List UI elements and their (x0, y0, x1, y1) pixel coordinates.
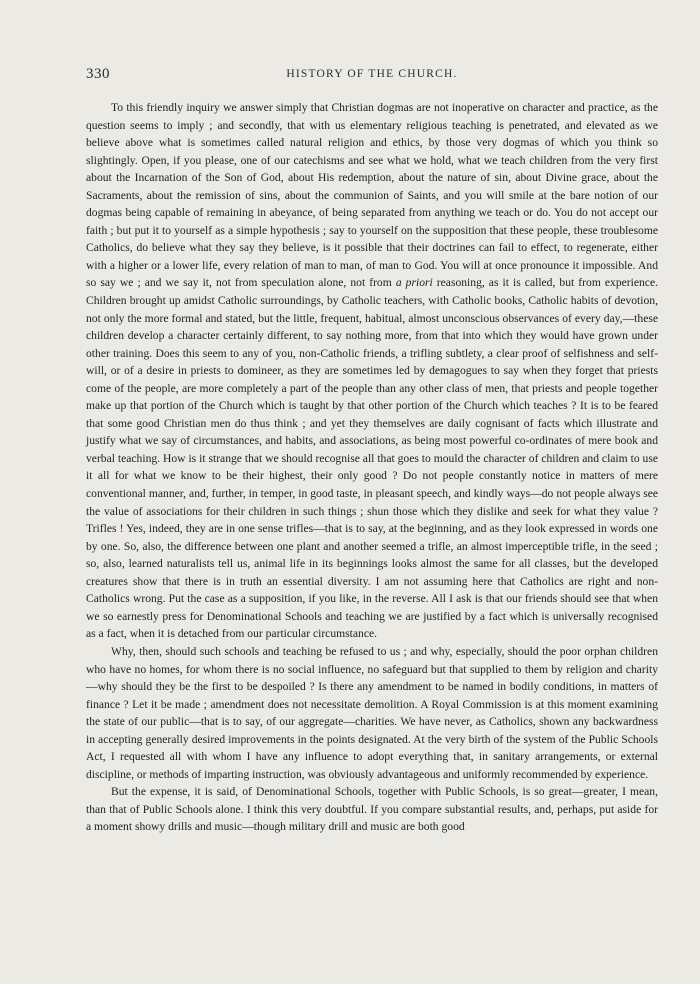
page-header (86, 66, 658, 86)
running-title: HISTORY OF THE CHURCH. (286, 68, 458, 80)
paragraph-1-text-a: To this friendly inquiry we answer simply that Christian dogmas are not inoperative on character and practice, as the question seems to imply ; and secondly, that with us elementary religious teaching is penetrated, and elevated as we believe above what is sometimes called natural religion and ethics, by those very dogmas of which you think so slightingly. Open, if you please, one of our catechisms and see what we hold, what we teach children from the very first about the Incarnation of the Son of God, about His redemption, about the nature of sin, about Divine grace, about the Sacraments, about the remission of sins, about the communion of Saints, and you will smile at the bare notion of our dogmas being capable of remaining in abeyance, of being separated from anything we teach or do. You do not accept our faith ; but put it to yourself as a simple hypothesis ; say to yourself on the supposition that these people, these troublesome Catholics, do believe what they say they believe, is it possible that their doctrines can fail to effect, to regenerate, either with a higher or a lower life, every relation of man to man, of man to God. You will at once pronounce it impossible. And so say we ; and we say it, not from speculation alone, not from (86, 101, 658, 290)
italic-a-priori: a priori (395, 276, 433, 290)
paragraph-1 (86, 99, 658, 643)
body-text (86, 99, 658, 836)
page-number: 330 (86, 66, 110, 82)
paragraph-2: Why, then, should such schools and teaching be refused to us ; and why, especially, should the poor orphan children who have no homes, for whom there is no social influence, no safeguard but that supplied to them by religion and charity—why should they be the first to be despoiled ? Is there any amendment to be named in bodily conditions, in matters of finance ? Let it be made ; amendment does not necessitate demolition. A Royal Commission is at this moment examining the state of our public—that is to say, of our aggregate—charities. We have never, as Catholics, shown any backwardness in accepting generally desired improvements in the points designated. At the very birth of the system of the Public Schools Act, I requested all with whom I have any influence to adopt everything that, in sanitary arrangements, or external discipline, or methods of imparting instruction, was obviously advantageous and uniformly recommended by experience. (86, 644, 658, 781)
paragraph-3: But the expense, it is said, of Denominational Schools, together with Public Schools, is so great—greater, I mean, than that of Public Schools alone. I think this very doubtful. If you compare substantial results, and, perhaps, put aside for a moment showy drills and music—though military drill and music are both good (86, 785, 658, 834)
paragraph-1-text-b: reasoning, as it is called, but from experience. Children brought up amidst Catholic surroundings, by Catholic teachers, with Catholic books, Catholic habits of devotion, not only the more formal and stated, but the little, frequent, habitual, almost unconscious observances of every day,—these children develop a character certainly different, to say nothing more, from that into which they would have grown under other training. Does this seem to any of you, non-Catholic friends, a trifling subtlety, a clear proof of selfishness and self-will, or of a desire in priests to domineer, as they are sometimes led by demagogues to say when they forget that priests come of the people, are more completely a part of the people than any other class of men, that priests and people together make up that portion of the Church which is taught by that other portion of the Church which teaches ? It is to be feared that some good Christian men do thus think ; and yet they themselves are daily cognisant of facts which illustrate and justify what we say of circumstances, and habits, and associations, as being most powerful co-ordinates of mere book and verbal teaching. How is it strange that we should recognise all that goes to mould the character of children and claim to use it all for what we know to be their highest, their only good ? Do not people constantly notice in matters of mere conventional manner, and, further, in temper, in good taste, in pleasant speech, and kindly ways—do not people always see the value of associations for their children in such things ; shun those which they dislike and seek for what they value ? Trifles ! Yes, indeed, they are in one sense trifles—that is to say, at the beginning, and as they look expressed in words one by one. So, also, the difference between one plant and another seemed a trifle, an almost imperceptible trifle, in the seed ; so, also, learned naturalists tell us, animal life in its beginnings looks almost the same for all classes, but the developed creatures show that there is in truth an essential diversity. I am not assuming here that Catholics are right and non-Catholics wrong. Put the case as a supposition, if you like, in the reverse. All I ask is that our friends should see that when we so earnestly press for Denominational Schools and teaching we are justified by a fact which is universally recognised as a fact, when it is detached from our particular circumstance. (86, 276, 658, 641)
